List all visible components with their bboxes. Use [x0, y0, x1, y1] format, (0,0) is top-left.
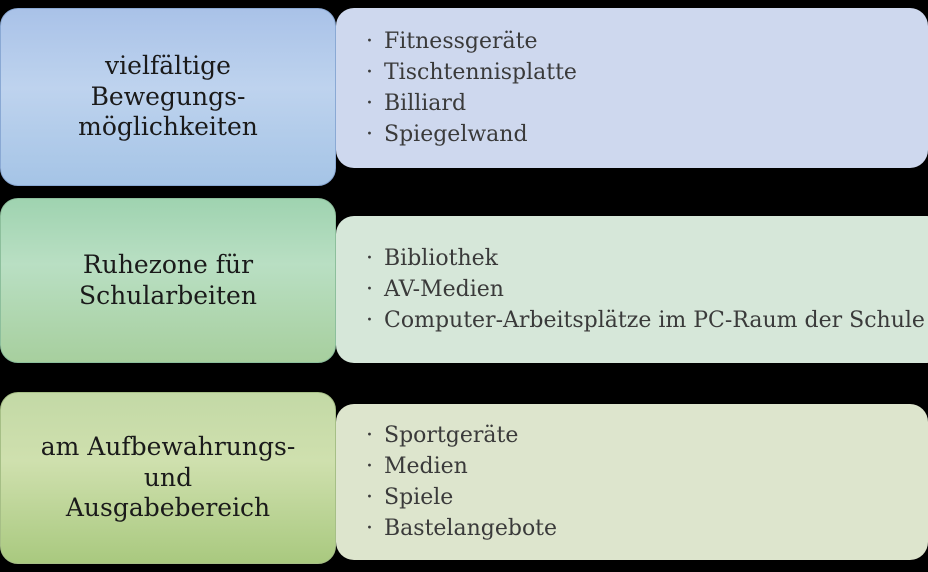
label-line: am Aufbewahrungs-	[40, 432, 296, 462]
list-item-label: Bibliothek	[384, 245, 498, 271]
list-item[interactable]	[364, 88, 908, 119]
list-item-label: Fitnessgeräte	[384, 28, 538, 54]
list-item[interactable]	[364, 57, 908, 88]
list-item[interactable]	[364, 243, 925, 274]
bullet-icon: ·	[366, 422, 373, 448]
item-list	[364, 243, 925, 337]
list-item[interactable]	[364, 513, 908, 544]
label-line: Ruhezone für	[82, 250, 254, 279]
list-item-label: Bastelangebote	[384, 516, 558, 542]
label-line: und	[143, 462, 193, 492]
category-items-box-1	[336, 8, 928, 168]
category-items-box-3	[336, 404, 928, 560]
category-label-text-2	[15, 250, 321, 311]
item-list	[364, 26, 908, 151]
bullet-icon: ·	[366, 308, 373, 334]
bullet-icon: ·	[366, 276, 373, 302]
category-items-box-2	[336, 216, 928, 363]
list-item[interactable]	[364, 305, 925, 336]
list-item[interactable]	[364, 119, 908, 150]
category-label-box-3[interactable]	[0, 392, 336, 564]
category-label-box-2[interactable]	[0, 198, 336, 363]
label-line: möglichkeiten	[78, 112, 258, 142]
list-item-label: Medien	[384, 453, 468, 479]
list-item-label: Spiele	[384, 485, 454, 510]
list-item-label: Billiard	[384, 91, 467, 116]
list-item[interactable]	[364, 274, 925, 305]
diagram-row	[0, 8, 928, 186]
label-line: vielfältige	[105, 51, 231, 81]
diagram-row	[0, 198, 928, 363]
category-label-box-1[interactable]	[0, 8, 336, 186]
list-item-label: Tischtennisplatte	[384, 59, 577, 85]
category-label-text-3	[15, 432, 321, 524]
diagram-row	[0, 392, 928, 564]
list-item[interactable]	[364, 482, 908, 513]
list-item[interactable]	[364, 451, 908, 482]
bullet-icon: ·	[366, 28, 373, 54]
bullet-icon: ·	[366, 91, 373, 116]
item-list	[364, 420, 908, 545]
list-item-label: Sportgeräte	[384, 422, 519, 448]
bullet-icon: ·	[366, 516, 373, 542]
bullet-icon: ·	[366, 453, 373, 479]
bullet-icon: ·	[366, 245, 373, 271]
list-item-label: Computer-Arbeitsplätze im PC-Raum der Schule	[384, 308, 925, 334]
list-item-label: AV-Medien	[384, 276, 504, 302]
bullet-icon: ·	[366, 485, 373, 510]
label-line: Ausgabebereich	[65, 493, 271, 523]
list-item[interactable]	[364, 420, 908, 451]
category-label-text-1	[15, 51, 321, 143]
bullet-icon: ·	[366, 122, 373, 148]
bullet-icon: ·	[366, 59, 373, 85]
label-line: Bewegungs-	[90, 81, 246, 111]
list-item[interactable]	[364, 26, 908, 57]
list-item-label: Spiegelwand	[384, 122, 528, 148]
label-line: Schularbeiten	[79, 280, 257, 310]
